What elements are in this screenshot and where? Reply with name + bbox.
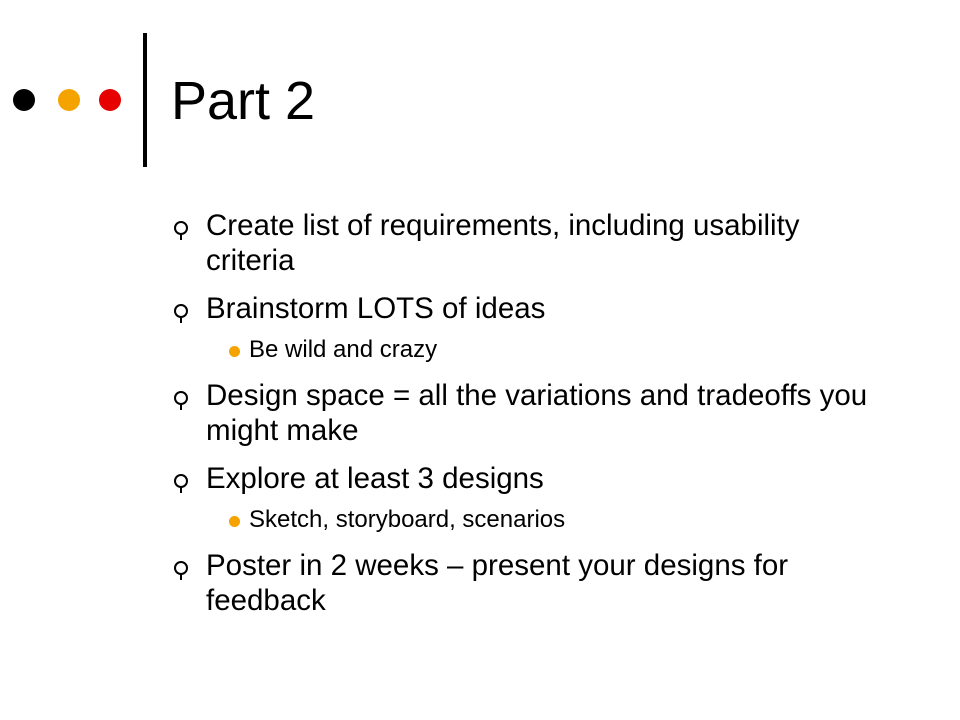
bullet-item [170,208,870,278]
sub-bullet-list [206,505,870,535]
sub-bullet-text: Be wild and crazy [249,336,438,363]
bullet-item [170,461,870,535]
sub-bullet-item [216,335,870,365]
slide-title: Part 2 [171,71,316,131]
ring-bullet-icon [174,221,188,235]
sub-bullet-list [206,335,870,365]
bullet-item [170,378,870,448]
bullet-text: Design space = all the variations and tradeoffs you might make [206,379,868,447]
bullet-item [170,548,870,618]
bullet-text: Poster in 2 weeks – present your designs for feedback [206,549,789,617]
ring-bullet-icon [174,474,188,488]
dot-bullet-icon [229,346,240,357]
ring-bullet-icon [174,304,188,318]
ring-bullet-icon [174,561,188,575]
decorative-dot-black [13,89,35,111]
sub-bullet-text: Sketch, storyboard, scenarios [249,506,566,533]
bullet-text: Brainstorm LOTS of ideas [206,292,546,325]
decorative-dot-red [99,89,121,111]
bullet-list [170,208,870,631]
title-divider [143,33,147,167]
dot-bullet-icon [229,516,240,527]
decorative-dot-orange [58,89,80,111]
bullet-text: Create list of requirements, including usability criteria [206,209,800,277]
bullet-item [170,291,870,365]
ring-bullet-icon [174,391,188,405]
bullet-text: Explore at least 3 designs [206,462,544,495]
sub-bullet-item [216,505,870,535]
